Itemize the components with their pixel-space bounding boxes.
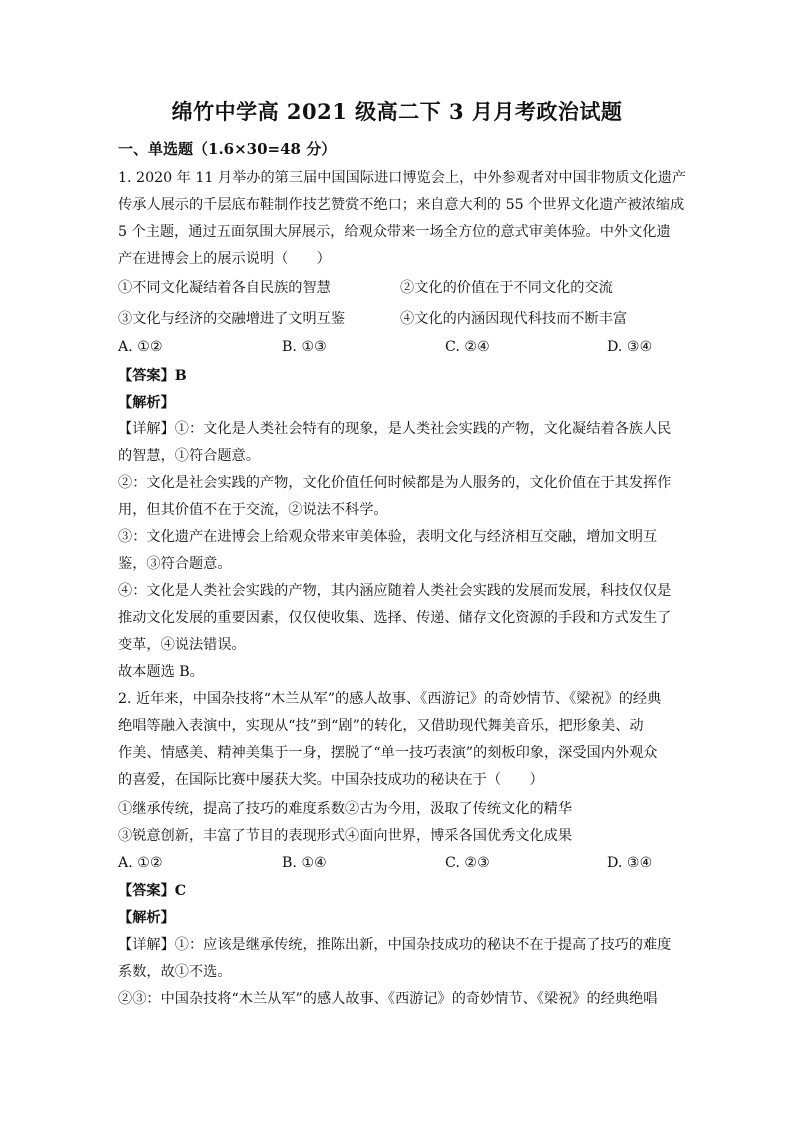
q1-stem-line: 5 个主题，通过五面氛围大屏展示，给观众带来一场全方位的意式审美体验。中外文化遗 xyxy=(118,224,671,240)
q1-answer: 【答案】B xyxy=(118,368,187,384)
q1-item-2: ②文化的价值在于不同文化的交流 xyxy=(400,280,613,296)
q2-stem-line: 作美、情感美、精神美集于一身，摆脱了“单一技巧表演”的刻板印象，深受国内外观众 xyxy=(118,745,658,761)
q2-option-c: C. ②③ xyxy=(445,855,490,871)
q2-detail-line: 系数，故①不选。 xyxy=(118,964,232,980)
q1-option-c: C. ②④ xyxy=(445,339,490,355)
q1-item-1: ①不同文化凝结着各自民族的智慧 xyxy=(118,280,331,296)
q1-conclusion: 故本题选 B。 xyxy=(118,664,204,680)
q2-items-line-1: ①继承传统，提高了技巧的难度系数②古为今用，汲取了传统文化的精华 xyxy=(118,801,573,817)
q2-option-b: B. ①④ xyxy=(282,855,327,871)
q1-stem-line: 产在进博会上的展示说明（ ） xyxy=(118,251,331,267)
q2-detail-line: 【详解】①：应该是继承传统，推陈出新，中国杂技成功的秘诀不在于提高了技巧的难度 xyxy=(118,937,672,953)
page-title: 绵竹中学高 2021 级高二下 3 月月考政治试题 xyxy=(171,99,623,124)
q1-detail-line: 变革，④说法错误。 xyxy=(118,637,246,653)
q2-stem-line: 绝唱等融入表演中，实现从“技”到“剧”的转化，又借助现代舞美音乐，把形象美、动 xyxy=(118,718,644,734)
q2-option-a: A. ①② xyxy=(118,855,163,871)
q1-stem-line: 1. 2020 年 11 月举办的第三届中国国际进口博览会上，中外参观者对中国非物质文化遗产 xyxy=(118,170,687,186)
q1-option-d: D. ③④ xyxy=(607,339,653,355)
q2-answer: 【答案】C xyxy=(118,883,187,899)
q2-detail-line: ②③：中国杂技将“木兰从军”的感人故事、《西游记》的奇妙情节、《梁祝》的经典绝唱 xyxy=(118,991,658,1007)
q2-items-line-2: ③锐意创新，丰富了节目的表现形式④面向世界，博采各国优秀文化成果 xyxy=(118,828,573,844)
q1-detail-line: 用，但其价值不在于交流，②说法不科学。 xyxy=(118,502,388,518)
q2-analysis-label: 【解析】 xyxy=(118,910,175,926)
q1-detail-line: ③：文化遗产在进博会上给观众带来审美体验，表明文化与经济相互交融，增加文明互 xyxy=(118,529,658,545)
q2-stem-line: 的喜爱，在国际比赛中屡获大奖。中国杂技成功的秘诀在于（ ） xyxy=(118,772,544,788)
q1-option-b: B. ①③ xyxy=(282,339,327,355)
q1-detail-line: ②：文化是社会实践的产物，文化价值任何时候都是为人服务的，文化价值在于其发挥作 xyxy=(118,475,672,491)
q1-detail-line: ④：文化是人类社会实践的产物，其内涵应随着人类社会实践的发展而发展，科技仅仅是 xyxy=(118,583,672,599)
q1-detail-line: 的智慧，①符合题意。 xyxy=(118,448,260,464)
q1-detail-line: 推动文化发展的重要因素，仅仅使收集、选择、传递、储存文化资源的手段和方式发生了 xyxy=(118,610,672,626)
q2-option-d: D. ③④ xyxy=(607,855,653,871)
q1-option-a: A. ①② xyxy=(118,339,163,355)
q1-detail-line: 鉴，③符合题意。 xyxy=(118,556,232,572)
q1-analysis-label: 【解析】 xyxy=(118,395,175,411)
q1-item-3: ③文化与经济的交融增进了文明互鉴 xyxy=(118,311,346,327)
section-heading: 一、单选题（1.6×30=48 分） xyxy=(118,140,337,158)
q1-stem-line: 传承人展示的千层底布鞋制作技艺赞赏不绝口；来自意大利的 55 个世界文化遗产被浓缩成 xyxy=(118,197,685,213)
q1-item-4: ④文化的内涵因现代科技而不断丰富 xyxy=(400,311,628,327)
q2-stem-line: 2. 近年来，中国杂技将“木兰从军”的感人故事、《西游记》的奇妙情节、《梁祝》的经典 xyxy=(118,691,662,707)
q1-detail-line: 【详解】①：文化是人类社会特有的现象，是人类社会实践的产物，文化凝结着各族人民 xyxy=(118,421,672,437)
